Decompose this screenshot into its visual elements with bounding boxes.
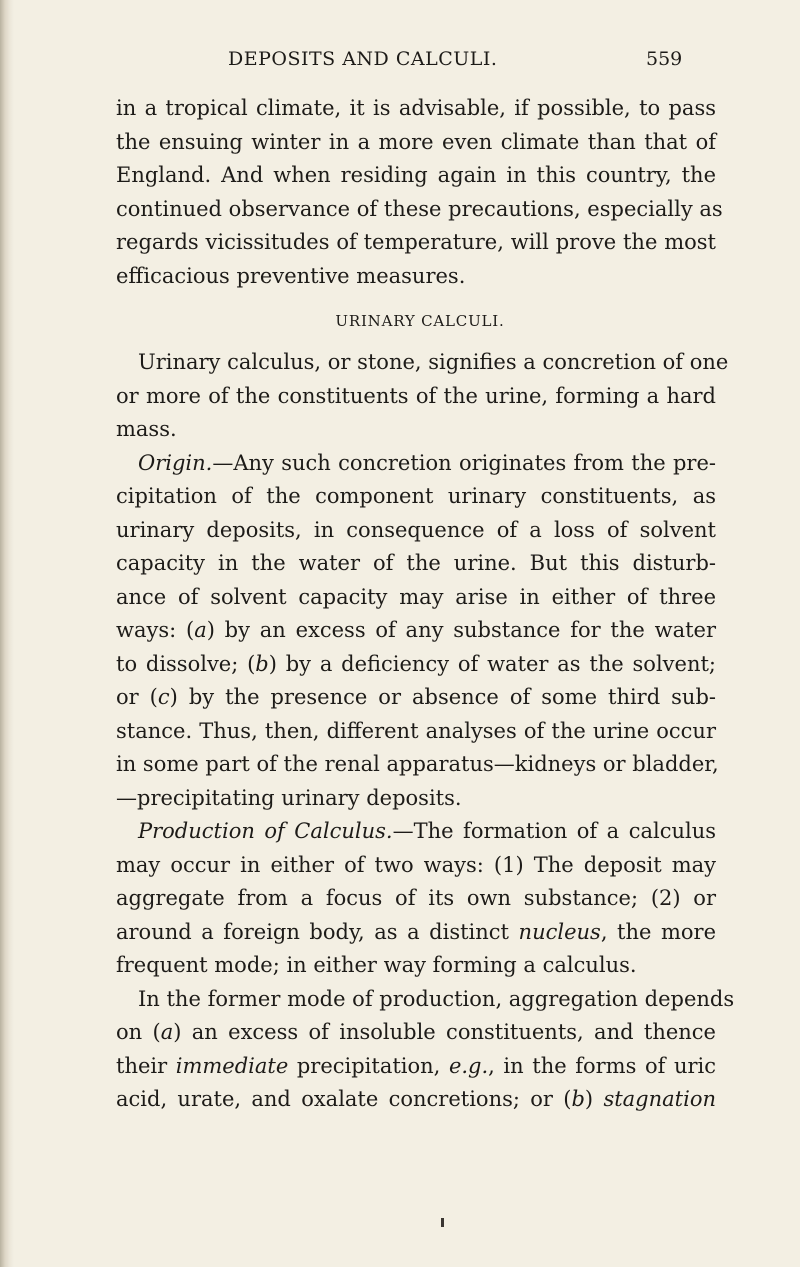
paragraph-definition: [116, 346, 729, 447]
text-run: ) by the presence or absence of some third sub-: [169, 685, 716, 709]
text-line: frequent mode; in either way forming a calculus.: [116, 953, 637, 977]
text-line: [116, 447, 716, 481]
text-run: to dissolve; (: [116, 651, 256, 676]
text-line: in a tropical climate, it is advisable, if possible, to pass: [116, 96, 716, 120]
text-line: continued observance of these precautions, especially as: [116, 196, 723, 221]
text-line: Urinary calculus, or stone, signifies a concretion of one: [138, 350, 729, 374]
text-line: urinary deposits, in consequence of a loss of solvent: [116, 517, 716, 542]
paragraph-production: [116, 815, 716, 983]
paragraph-former-mode: [116, 983, 735, 1117]
text-run-italic: b: [571, 1087, 585, 1111]
text-line: In the former mode of production, aggregation depends: [138, 986, 735, 1011]
text-run: their: [116, 1053, 176, 1078]
text-line: aggregate from a focus of its own substance; (2) or: [116, 886, 716, 910]
text-line: capacity in the water of the urine. But this disturb-: [116, 551, 716, 575]
body-text: [116, 92, 735, 1117]
text-run: around a foreign body, as a distinct: [116, 919, 519, 944]
text-run: on (: [116, 1020, 161, 1044]
text-line: [116, 648, 716, 682]
text-line: in some part of the renal apparatus—kidneys or bladder,: [116, 752, 719, 776]
text-line: regards vicissitudes of temperature, will prove the most: [116, 230, 716, 254]
text-line: [116, 815, 716, 849]
text-run-italic: a: [194, 618, 207, 642]
text-line: the ensuing winter in a more even climate than that of: [116, 129, 716, 154]
text-line: [116, 1016, 716, 1050]
running-head: [0, 48, 800, 78]
text-run-italic: nucleus: [518, 919, 601, 944]
text-line: ance of solvent capacity may arise in either of three: [116, 584, 716, 609]
text-run: , in the forms of uric: [488, 1053, 716, 1078]
text-run: ): [584, 1087, 604, 1111]
run-in-heading-production: Production of Calculus.: [138, 819, 393, 843]
text-run: —Any such concretion originates from the pre-: [212, 450, 716, 475]
text-line: [116, 1083, 716, 1117]
text-line: may occur in either of two ways: (1) The deposit may: [116, 852, 716, 877]
paragraph-origin: [116, 447, 719, 816]
text-line: or more of the constituents of the urine, forming a hard: [116, 383, 716, 408]
text-line: [116, 614, 716, 648]
text-run-italic: immediate: [175, 1053, 289, 1078]
text-run-italic: c: [157, 685, 170, 709]
page-number: 559: [646, 48, 683, 70]
text-run: acid, urate, and oxalate concretions; or (: [116, 1087, 572, 1111]
text-run: ) by an excess of any substance for the water: [206, 618, 716, 642]
text-run: precipitation,: [288, 1053, 449, 1078]
ink-speck: [441, 1218, 444, 1227]
text-run-italic: stagnation: [603, 1087, 716, 1111]
text-line: cipitation of the component urinary constituents, as: [116, 484, 716, 508]
text-line: mass.: [116, 417, 177, 441]
text-run: ways: (: [116, 618, 195, 642]
text-line: stance. Thus, then, different analyses of the urine occur: [116, 718, 716, 743]
text-line: efficacious preventive measures.: [116, 263, 466, 288]
text-run: , the more: [600, 919, 716, 944]
run-in-heading-origin: Origin.: [138, 450, 213, 475]
text-run-italic: b: [255, 651, 269, 676]
text-line: England. And when residing again in this country, the: [116, 163, 716, 187]
text-run: or (: [116, 685, 158, 709]
text-run: ) an excess of insoluble constituents, and thence: [173, 1020, 716, 1044]
section-heading: URINARY CALCULI.: [335, 312, 505, 330]
text-line: [116, 916, 716, 950]
text-line: —precipitating urinary deposits.: [116, 785, 462, 810]
text-run: ) by a deficiency of water as the solvent;: [268, 651, 716, 676]
text-run: —The formation of a calculus: [392, 819, 716, 843]
text-run-italic: e.g.: [448, 1053, 489, 1078]
text-line: [116, 1050, 716, 1084]
running-title: DEPOSITS AND CALCULI.: [228, 48, 498, 70]
paragraph-continuation: [116, 92, 723, 293]
text-run-italic: a: [160, 1020, 174, 1044]
text-line: [116, 681, 716, 715]
